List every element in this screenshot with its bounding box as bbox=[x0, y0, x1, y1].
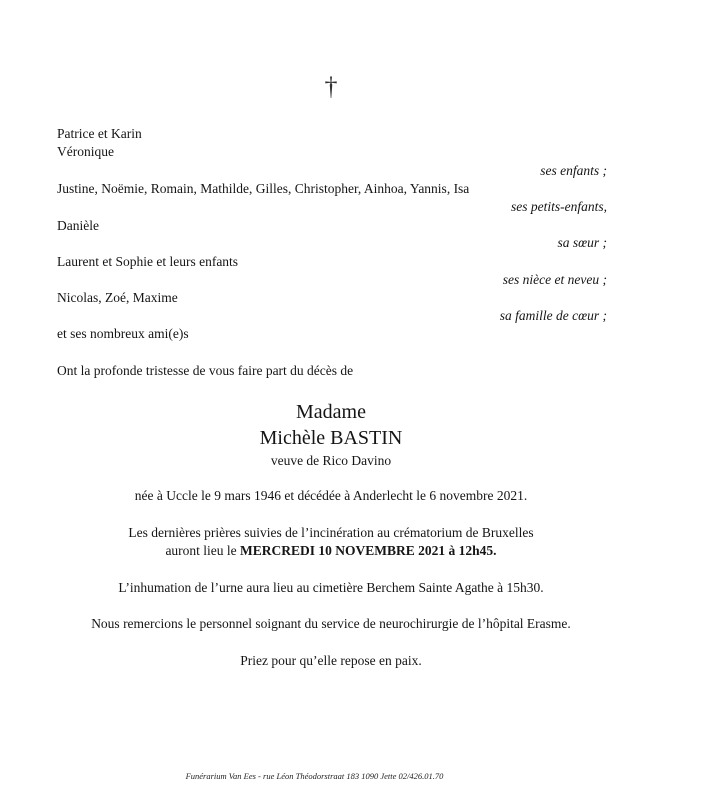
funeral-home-footer: Funérarium Van Ees - rue Léon Théodorstraat 183 1090 Jette 02/426.01.70 bbox=[185, 771, 444, 781]
family-names-line: Justine, Noëmie, Romain, Mathilde, Gilles, Christopher, Ainhoa, Yannis, Isa bbox=[57, 181, 470, 196]
ceremony-date: MERCREDI 10 NOVEMBRE 2021 à 12h45. bbox=[240, 543, 497, 558]
burial-line: L’inhumation de l’urne aura lieu au cimetière Berchem Sainte Agathe à 15h30. bbox=[118, 580, 544, 595]
family-names-line: Véronique bbox=[57, 144, 114, 159]
prayer-line: Priez pour qu’elle repose en paix. bbox=[240, 653, 422, 668]
cross-icon: † bbox=[324, 72, 338, 101]
ceremony-line-1: Les dernières prières suivies de l’incinération au crématorium de Bruxelles bbox=[128, 525, 534, 540]
friends-line: et ses nombreux ami(e)s bbox=[57, 326, 189, 341]
family-names-line: Laurent et Sophie et leurs enfants bbox=[57, 254, 239, 269]
family-relation: ses enfants ; bbox=[540, 163, 607, 178]
announcement-line: Ont la profonde tristesse de vous faire part du décès de bbox=[57, 363, 354, 378]
thanks-line: Nous remercions le personnel soignant du service de neurochirurgie de l’hôpital Erasme. bbox=[91, 616, 571, 631]
family-names-line: Nicolas, Zoé, Maxime bbox=[57, 290, 178, 305]
deceased-widow-of: veuve de Rico Davino bbox=[270, 453, 392, 468]
deceased-title: Madame bbox=[296, 401, 366, 423]
ceremony-prefix: auront lieu le bbox=[165, 543, 241, 558]
family-names-line: Patrice et Karin bbox=[57, 126, 142, 141]
family-relation: sa famille de cœur ; bbox=[499, 308, 607, 323]
birth-death-line: née à Uccle le 9 mars 1946 et décédée à Anderlecht le 6 novembre 2021. bbox=[134, 488, 528, 503]
deceased-name: Michèle BASTIN bbox=[259, 427, 403, 449]
family-relation: ses petits-enfants, bbox=[511, 199, 607, 214]
family-names-line: Danièle bbox=[57, 218, 99, 233]
family-relation: sa sœur ; bbox=[557, 235, 607, 250]
ceremony-line-2 bbox=[57, 542, 605, 560]
family-relation: ses nièce et neveu ; bbox=[502, 272, 607, 287]
